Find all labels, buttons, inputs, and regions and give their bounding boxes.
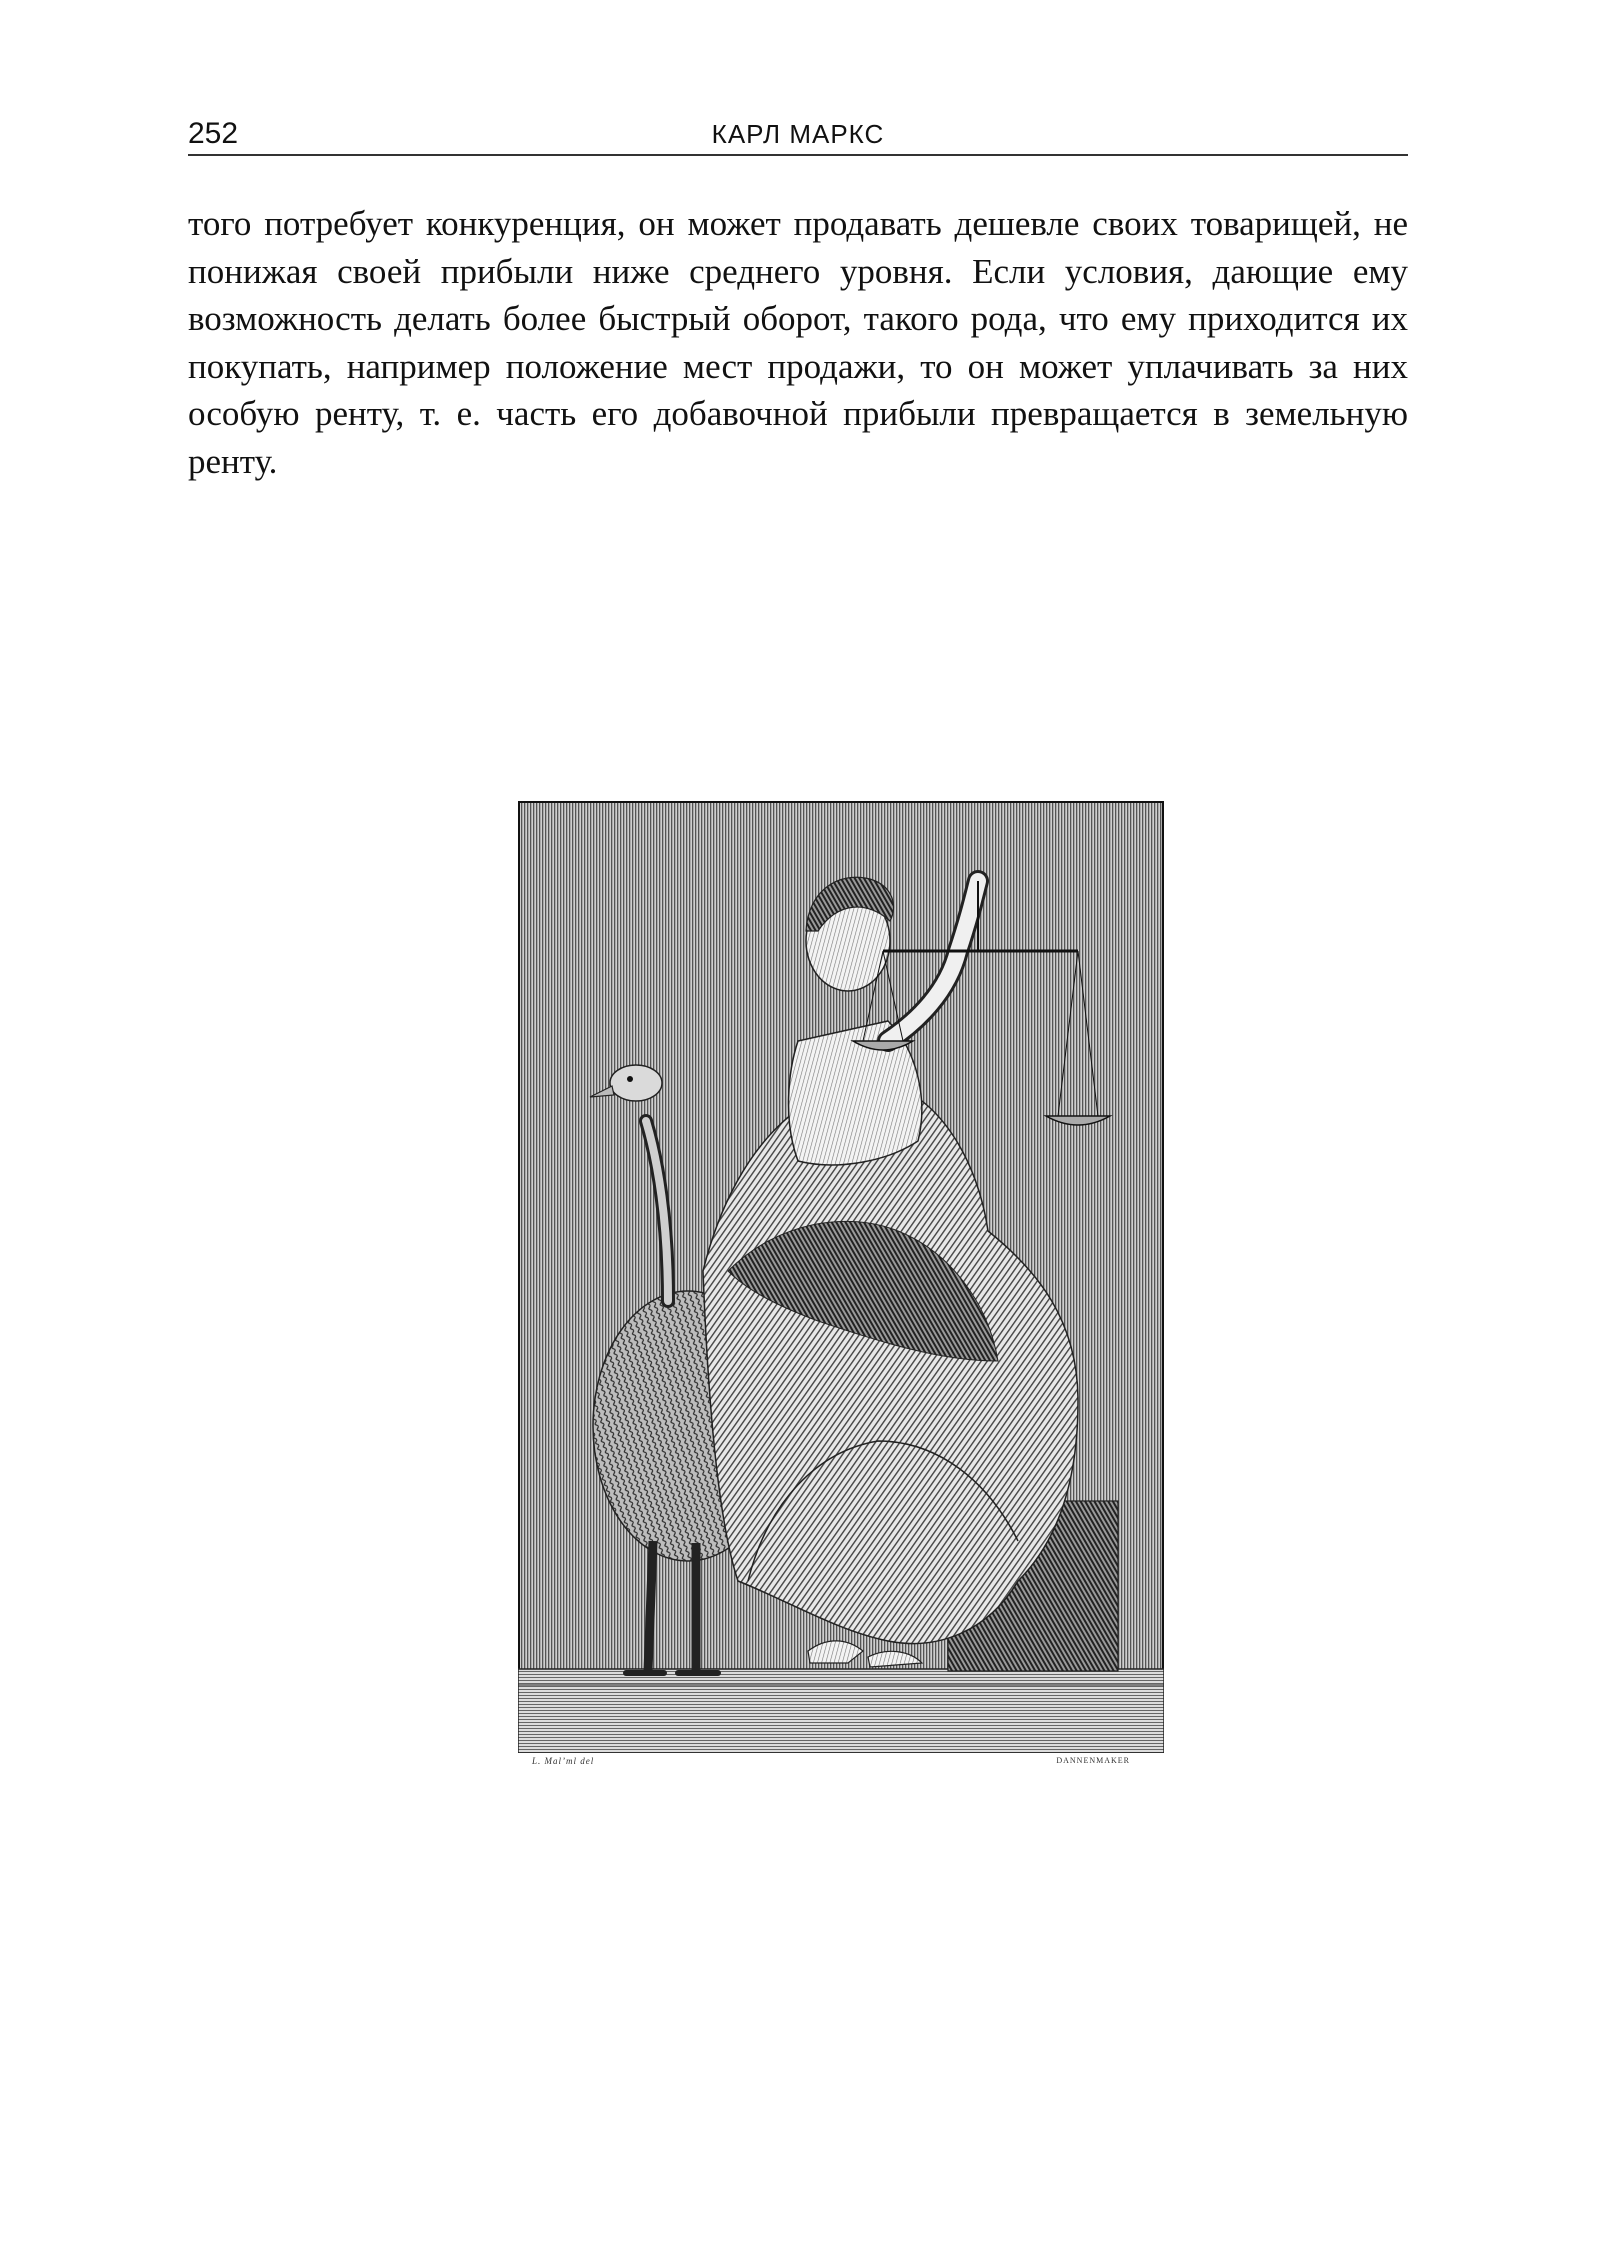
- engraving-illustration: [518, 801, 1164, 1753]
- engraving-credit-left: L. Malʼml del: [532, 1756, 595, 1766]
- body-paragraph: того потребует конкуренция, он может продавать дешевле своих товарищей, не понижая своей прибыли ниже среднего уровня. Если условия, дающие ему возможность делать более быстрый оборот, такого рода, что ему приходится их покупать, например положение мест продажи, то он может уплачивать за них особую ренту, т. е. часть его добавочной прибыли превращается в земельную ренту.: [188, 204, 1408, 481]
- engraving-credit-right: DANNENMAKER: [1056, 1756, 1130, 1765]
- page-header: [188, 114, 1408, 154]
- running-title: КАРЛ МАРКС: [711, 119, 885, 149]
- engraving-justice-with-ostrich: [518, 801, 1164, 1753]
- page-number: 252: [188, 117, 239, 150]
- figure-credits: [518, 1756, 1164, 1772]
- header-rule: [188, 154, 1408, 156]
